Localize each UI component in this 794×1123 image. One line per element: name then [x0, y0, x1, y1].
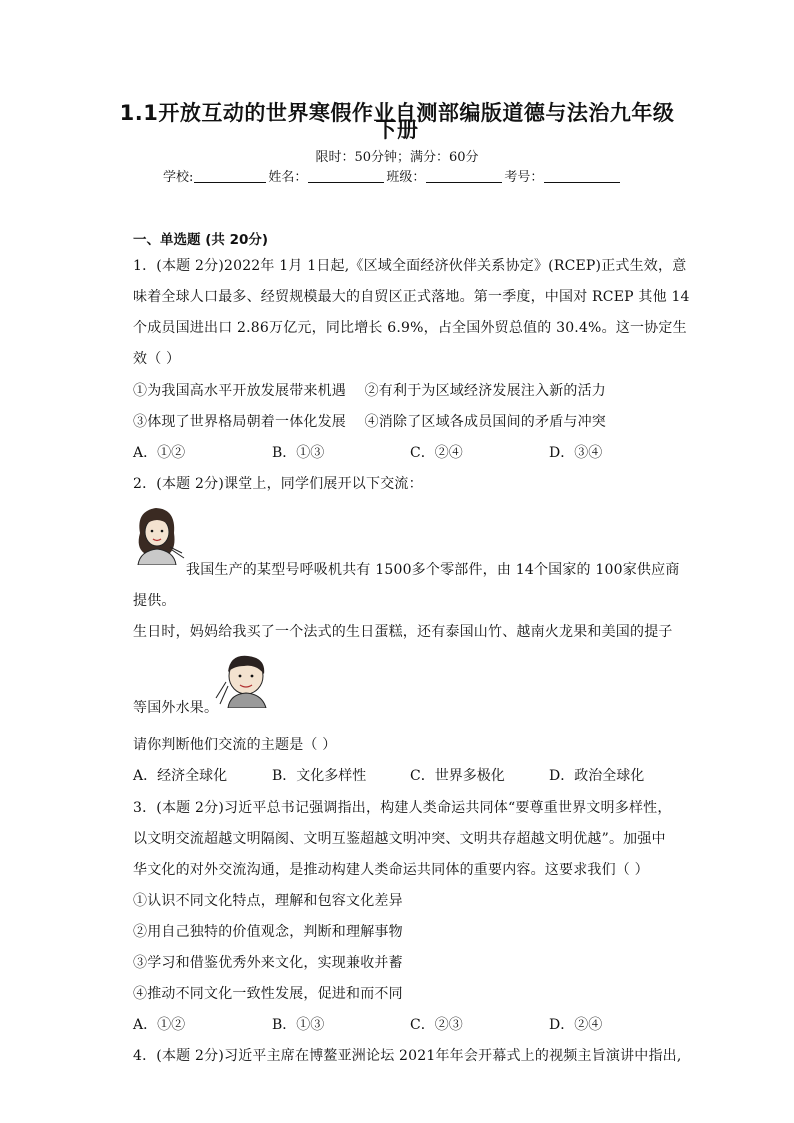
boy-illustration — [214, 652, 274, 708]
class-field[interactable] — [426, 169, 502, 183]
q1-line: 效（ ） — [133, 351, 181, 367]
q4-line: 4．(本题 2分)习近平主席在博鳌亚洲论坛 2021年年会开幕式上的视频主旨演讲中指出, — [133, 1048, 682, 1064]
girl-speech: 我国生产的某型号呼吸机共有 1500多个零部件，由 14个国家的 100家供应商 — [186, 562, 680, 578]
q1-line: 个成员国进出口 2.86万亿元，同比增长 6.9%，占全国外贸总值的 30.4%。这一协定生 — [133, 320, 687, 336]
q3-option-d[interactable]: D．②④ — [549, 1017, 603, 1033]
q3-statement: ①认识不同文化特点，理解和包容文化差异 — [133, 893, 403, 909]
name-label: 姓名： — [268, 170, 308, 185]
class-label: 班级： — [386, 170, 426, 185]
q3-option-b[interactable]: B．①③ — [272, 1017, 325, 1033]
q3-statement: ④推动不同文化一致性发展，促进和而不同 — [133, 986, 403, 1002]
page-title-line2: 下册 — [375, 118, 419, 142]
name-field[interactable] — [308, 169, 384, 183]
q1-line: 味着全球人口最多、经贸规模最大的自贸区正式落地。第一季度，中国对 RCEP 其他 14 — [133, 289, 690, 305]
q1-statement: ①为我国高水平开放发展带来机遇 ②有利于为区域经济发展注入新的活力 — [133, 383, 606, 399]
q3-option-a[interactable]: A．①② — [133, 1017, 186, 1033]
q2-question: 请你判断他们交流的主题是（ ） — [133, 737, 337, 753]
girl-speech-cont: 提供。 — [133, 593, 176, 609]
q1-option-a[interactable]: A．①② — [133, 445, 186, 461]
q1-statement: ③体现了世界格局朝着一体化发展 ④消除了区域各成员国间的矛盾与冲突 — [133, 414, 606, 430]
q1-line: 1．(本题 2分)2022年 1月 1日起,《区域全面经济伙伴关系协定》(RCEP)正式生效，意 — [133, 258, 687, 274]
q3-line: 华文化的对外交流沟通，是推动构建人类命运共同体的重要内容。这要求我们（ ） — [133, 862, 649, 878]
exam-no-field[interactable] — [544, 169, 620, 183]
q2-option-c[interactable]: C．世界多极化 — [410, 768, 505, 784]
q3-statement: ③学习和借鉴优秀外来文化，实现兼收并蓄 — [133, 955, 403, 971]
q2-stem: 2．(本题 2分)课堂上，同学们展开以下交流： — [133, 476, 423, 492]
school-field[interactable] — [194, 169, 266, 183]
exam-no-label: 考号： — [504, 170, 544, 185]
girl-illustration — [130, 503, 186, 565]
student-info-row — [163, 166, 622, 185]
time-score-info: 限时：50分钟；满分：60分 — [315, 150, 479, 165]
q1-option-b[interactable]: B．①③ — [272, 445, 325, 461]
q2-option-b[interactable]: B．文化多样性 — [272, 768, 367, 784]
q3-line: 3．(本题 2分)习近平总书记强调指出，构建人类命运共同体“要尊重世界文明多样性， — [133, 800, 672, 816]
q1-option-c[interactable]: C．②④ — [410, 445, 463, 461]
q3-option-c[interactable]: C．②③ — [410, 1017, 463, 1033]
q2-option-a[interactable]: A．经济全球化 — [133, 768, 228, 784]
q1-option-d[interactable]: D．③④ — [549, 445, 603, 461]
page-title-line1: 1.1开放互动的世界寒假作业自测部编版道德与法治九年级 — [119, 101, 675, 125]
q3-statement: ②用自己独特的价值观念，判断和理解事物 — [133, 924, 403, 940]
section-title: 一、单选题 (共 20分) — [133, 232, 269, 248]
q3-line: 以文明交流超越文明隔阂、文明互鉴超越文明冲突、文明共存超越文明优越”。加强中 — [133, 831, 666, 847]
school-label: 学校: — [163, 170, 194, 185]
boy-speech: 生日时，妈妈给我买了一个法式的生日蛋糕，还有泰国山竹、越南火龙果和美国的提子 — [133, 624, 673, 640]
q2-option-d[interactable]: D．政治全球化 — [549, 768, 645, 784]
boy-speech-cont: 等国外水果。 — [133, 700, 219, 716]
